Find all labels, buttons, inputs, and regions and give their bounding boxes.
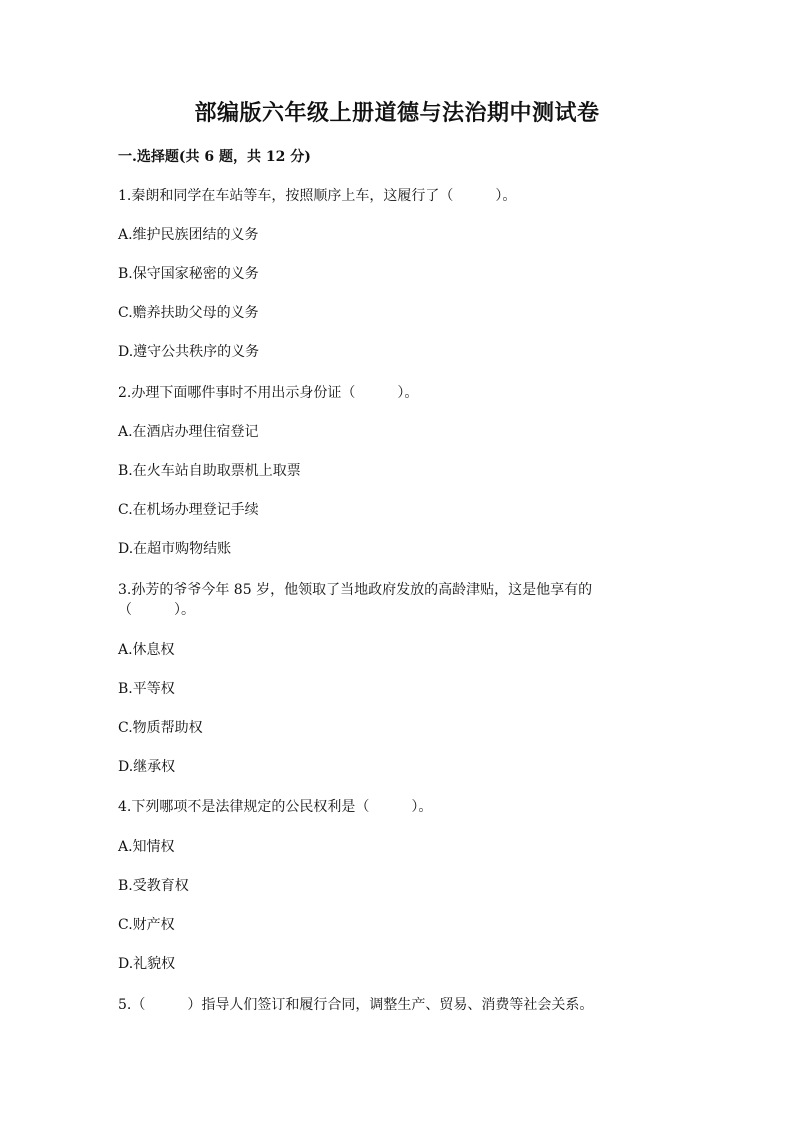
question-3-option-b: B.平等权 [118,681,175,697]
question-4-option-c: C.财产权 [118,917,175,933]
question-4-option-a: A.知情权 [118,839,175,855]
question-3-option-c: C.物质帮助权 [118,720,203,736]
question-2-stem: 2.办理下面哪件事时不用出示身份证（ ）。 [118,385,419,401]
question-1-option-b: B.保守国家秘密的义务 [118,266,259,282]
question-2-option-c: C.在机场办理登记手续 [118,502,259,518]
page-title: 部编版六年级上册道德与法治期中测试卷 [194,100,600,126]
question-1-option-a: A.维护民族团结的义务 [118,227,259,243]
question-2-option-b: B.在火车站自助取票机上取票 [118,463,301,479]
question-4-stem: 4.下列哪项不是法律规定的公民权利是（ ）。 [118,799,433,815]
question-2-option-d: D.在超市购物结账 [118,541,232,557]
question-1-option-d: D.遵守公共秩序的义务 [118,344,260,360]
question-1-option-c: C.赡养扶助父母的义务 [118,305,259,321]
question-5-stem: 5.（ ）指导人们签订和履行合同，调整生产、贸易、消费等社会关系。 [118,997,594,1013]
question-3-option-a: A.休息权 [118,642,175,658]
question-3-stem-line-2: （ ）。 [118,602,195,618]
question-4-option-d: D.礼貌权 [118,956,176,972]
section-heading: 一.选择题(共 6 题，共 12 分) [118,149,311,165]
question-4-option-b: B.受教育权 [118,878,189,894]
question-2-option-a: A.在酒店办理住宿登记 [118,424,259,440]
question-3-stem-line-1: 3.孙芳的爷爷今年 85 岁，他领取了当地政府发放的高龄津贴，这是他享有的 [118,582,593,598]
question-3-option-d: D.继承权 [118,759,176,775]
question-1-stem: 1.秦朗和同学在车站等车，按照顺序上车，这履行了（ ）。 [118,188,517,204]
